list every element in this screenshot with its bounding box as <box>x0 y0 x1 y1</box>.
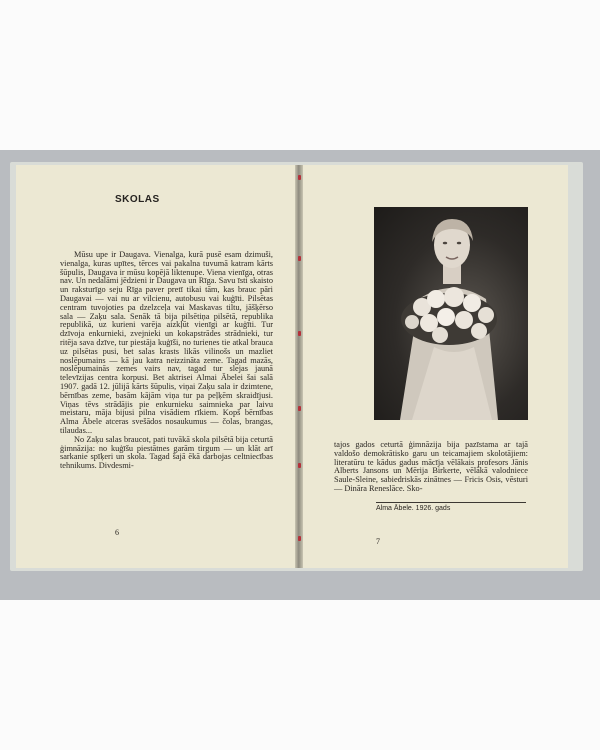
paragraph: Mūsu upe ir Daugava. Vienalga, kurā pusē esam dzimuši, vienalga, kuras upītes, tērces vai pakalna tuvumā katram kārts šūpulis, Daugava ir mūsu kopējā liktenupe. Viena vienīga, otras nav. Un nedalāmi jēdzieni ir Daugava un Rīga. Savu īsti skaisto un raksturīgo seju Rīga paver pretī tikai tām, kas brauc pāri Daugavai — vai nu ar vilcienu, autobusu vai kuģīti. Pilsētas centram tuvojoties pa dzelzceļa vai Maskavas tiltu, jāšķērso sala — Zaķu sala. Senāk tā bija pilsētiņa pilsētā, republika republikā, uz kurieni varēja aizkļūt vienīgi ar kuģīti. Tur dzīvoja enkurnieki, zvejnieki un kokapstrādes strādnieki, tur ritēja sava dzīve, tur piestāja kuģīši, no turienes tie atkal brauca uz pilsētas pusi, bet salas krasts likās vilinošs un mazliet noslēpumains — kā jau katra neizzināta zeme. Tagad mazās, noslēpumainās zemes vairs nav, tagad tur slejas jaunā televīzijas centra korpusi. Bet aktrisei Almai Ābelei šai salā 1907. gadā 12. jūlijā kārts šūpulis, viņai Zaķu sala ir dzimtene, bērnības zeme, basām kājām viņa tur pa peļķēm skraidījusi. Viņas tēvs strādājis pie enkurnieku saimnieka par laivu meistaru, māja bijusi pilna visādiem rīkiem. Kopš bērnības Alma Ābele atceras svešādos nosaukumus — čolas, brangas, tilaudas... <box>60 250 273 435</box>
chapter-heading: SKOLAS <box>115 194 160 205</box>
caption-divider <box>376 502 526 503</box>
portrait-figure <box>374 207 528 420</box>
paragraph: tajos gados ceturtā ģimnāzija bija pazīstama ar tajā valdošo demokrātisko garu un teicamajiem skolotājiem: literatūru te kādus gadus mācīja vēlākais profesors Jānis Alberts Jansons un Mērija Birkerte, vēlākā valodniece Saule-Sleine, sabiedriskās zinātnes — Fricis Osis, vēsturi — Dināra Reneslāce. Sko- <box>334 440 528 493</box>
binding-stitch <box>298 331 301 336</box>
right-page-text <box>334 441 528 494</box>
binding-stitch <box>298 536 301 541</box>
binding-stitch <box>298 463 301 468</box>
book-gutter <box>295 165 303 568</box>
paragraph: No Zaķu salas braucot, pati tuvākā skola pilsētā bija ceturtā ģimnāzija: no kuģīšu piestātnes garām tirgum — un klāt arī sarkanie spīķeri un skola. Tagad šajā ēkā darbojas celtniecības tehnikums. Divdesmi- <box>60 434 273 471</box>
left-page-text <box>60 251 273 471</box>
binding-stitch <box>298 406 301 411</box>
portrait-photo <box>374 207 528 420</box>
page-number-right: 7 <box>376 537 380 546</box>
page-number-left: 6 <box>115 528 119 537</box>
binding-stitch <box>298 256 301 261</box>
binding-stitch <box>298 175 301 180</box>
photo-caption: Alma Ābele. 1926. gads <box>376 505 451 512</box>
rose-bouquet-icon <box>401 287 497 345</box>
